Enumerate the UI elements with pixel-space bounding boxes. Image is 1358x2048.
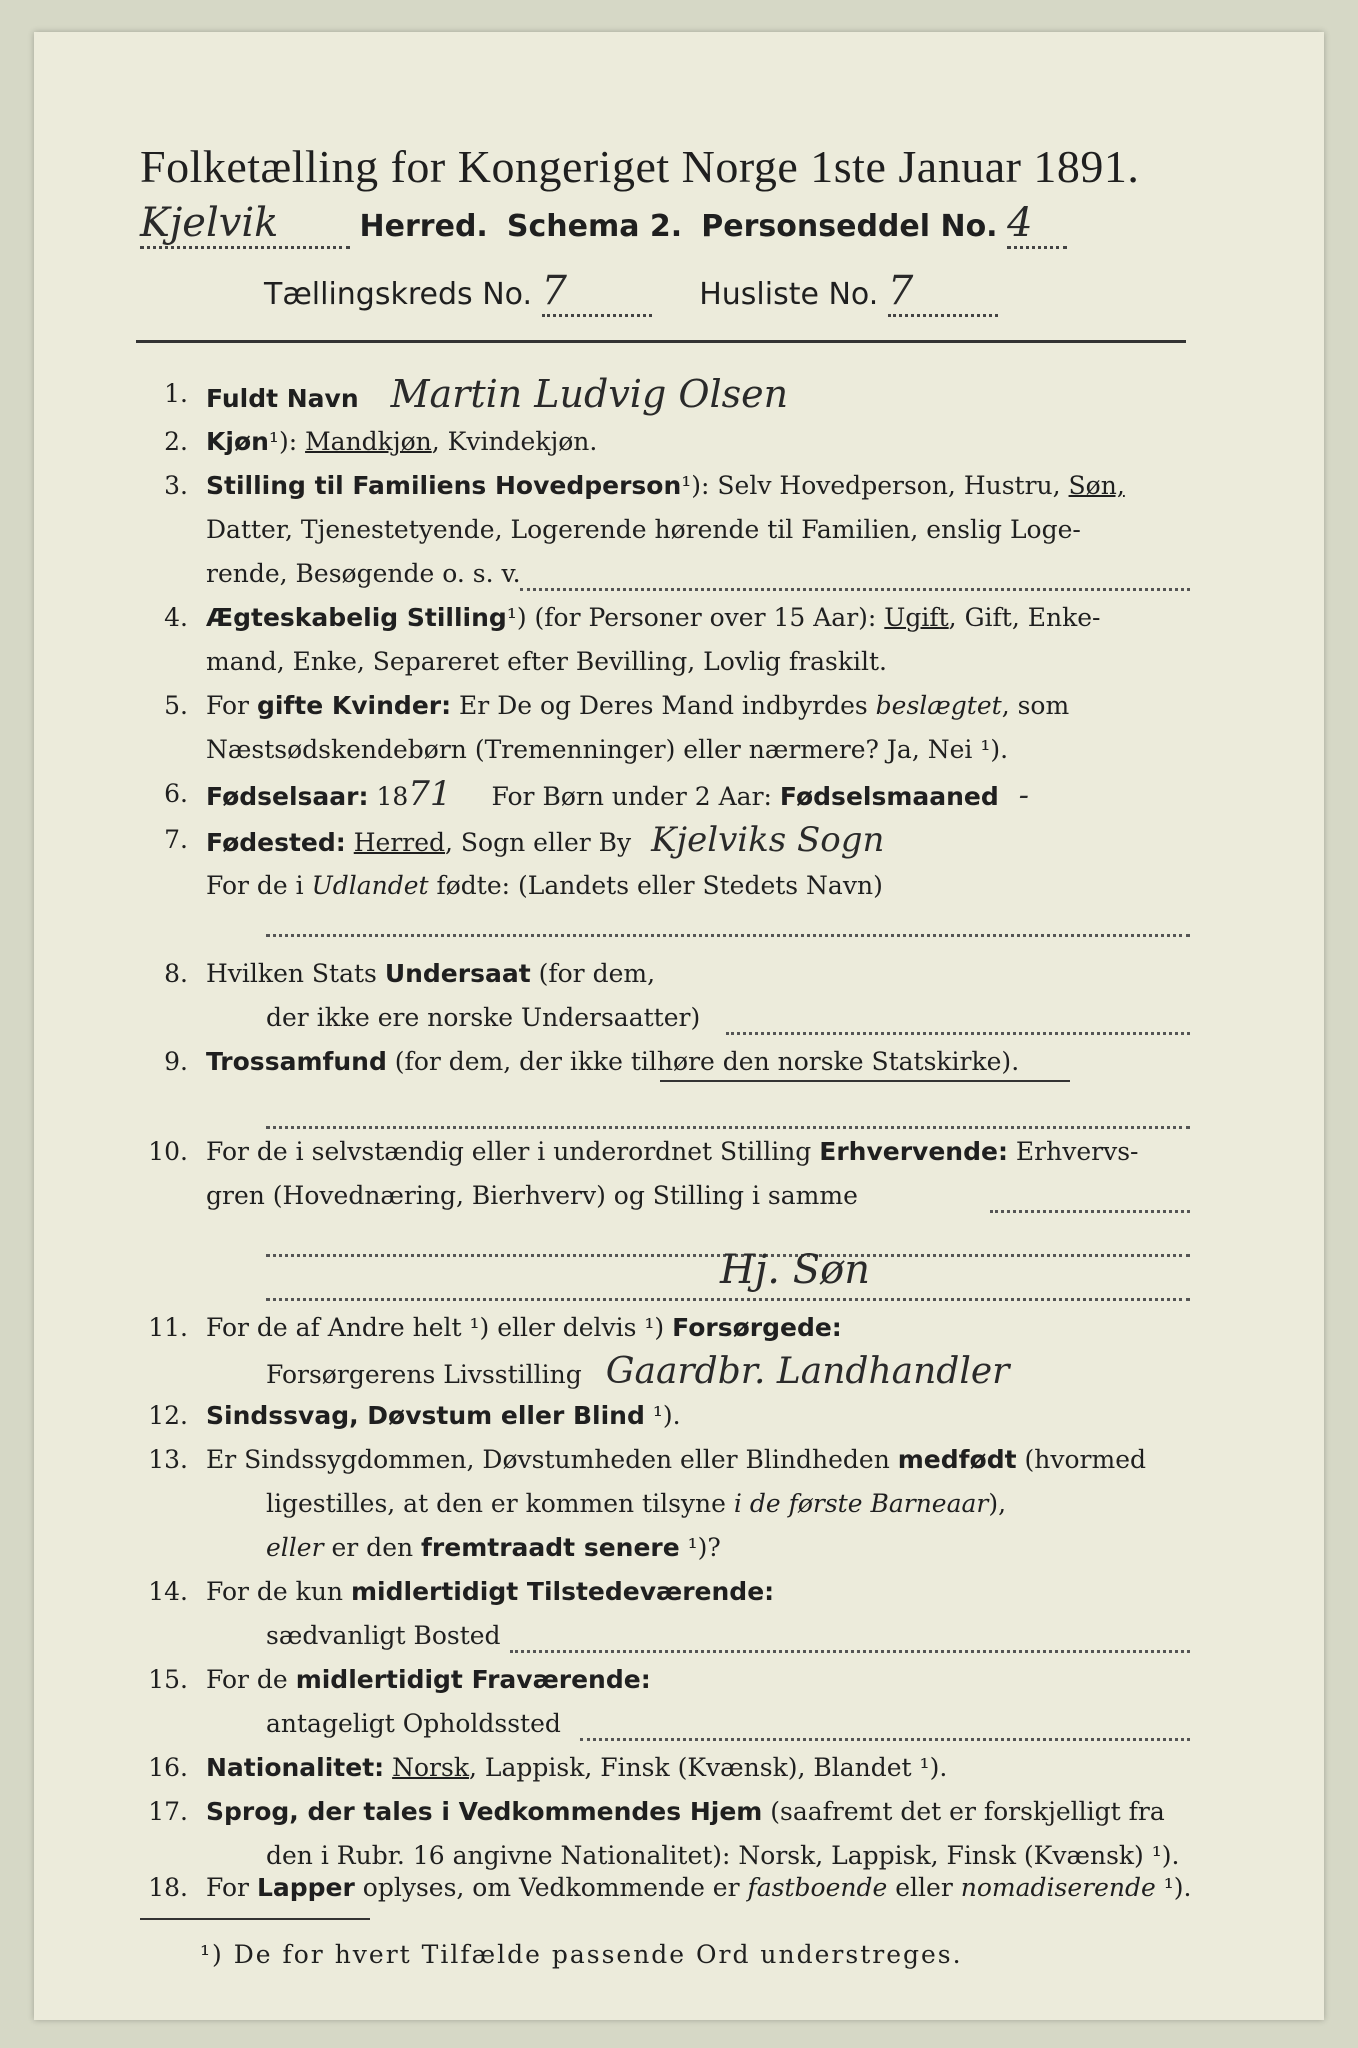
sex-selected: Mandkjøn <box>305 427 432 456</box>
item-number: 3. <box>164 471 188 500</box>
herred-row <box>140 200 1067 249</box>
herred-label: Herred. <box>359 209 488 244</box>
item-number: 5. <box>164 691 188 720</box>
item-11: 11. For de af Andre helt ¹) eller delvis ¹) Forsørgede: Forsørgerens Livsstilling Gaardbr. Landhandler <box>140 1306 1190 1394</box>
birth-month-value: - <box>1018 778 1029 813</box>
item-8: 8. Hvilken Stats Undersaat (for dem, der ikke ere norske Undersaatter) <box>140 952 1190 1040</box>
full-name-value: Martin Ludvig Olsen <box>390 372 789 416</box>
personseddel-value: 4 <box>1007 200 1067 249</box>
nationality-selected: Norsk <box>392 1753 469 1782</box>
congenital-label: medfødt <box>897 1445 1017 1474</box>
herred-value: Kjelvik <box>140 200 350 249</box>
item-number: 10. <box>148 1137 188 1166</box>
occupation-label: Erhvervende: <box>819 1137 1008 1166</box>
supported-label: Forsørgede: <box>672 1313 842 1342</box>
item-number: 15. <box>148 1665 188 1694</box>
schema-label: Schema 2. <box>506 209 683 244</box>
religion-fill-line <box>266 1126 1190 1129</box>
form-title: Folketælling for Kongeriget Norge 1ste Januar 1891. <box>140 141 1140 192</box>
item-number: 11. <box>148 1313 188 1342</box>
item-17: 17. Sprog, der tales i Vedkommendes Hjem (saafremt det er forskjelligt fra den i Rubr. 16 angivne Nationalitet): Norsk, Lappisk, Finsk (Kvænsk) ¹). <box>140 1790 1190 1878</box>
birthplace-value: Kjelviks Sogn <box>651 820 885 860</box>
usual-residence-label: sædvanligt Bosted <box>266 1621 501 1650</box>
sex-label: Kjøn <box>206 427 269 456</box>
husliste-label: Husliste No. <box>699 277 879 312</box>
item-5: 5. For gifte Kvinder: Er De og Deres Mand indbyrdes beslægtet, som Næstsødskendebørn (Tremenninger) eller nærmere? Ja, Nei ¹). <box>140 684 1190 772</box>
item-14: 14. For de kun midlertidigt Tilstedeværende: sædvanligt Bosted <box>140 1570 1190 1658</box>
marital-status-label: Ægteskabelig Stilling <box>206 603 507 632</box>
item-10: 10. For de i selvstændig eller i underordnet Stilling Erhvervende: Erhvervs- gren (Hovednæring, Bierhverv) og Stilling i samme Hj. Søn <box>140 1130 1190 1306</box>
birthplace-label: Fødested: <box>206 828 346 857</box>
probable-stay-fill-line <box>580 1738 1190 1741</box>
nationality-label: Nationalitet: <box>206 1753 385 1782</box>
marital-status-selected: Ugift <box>884 603 949 632</box>
appeared-later-label: fremtraadt senere <box>421 1533 680 1562</box>
item-13: 13. Er Sindssygdommen, Døvstumheden eller Blindheden medfødt (hvormed ligestilles, at den er kommen tilsyne i de første Barneaar), eller er den fremtraadt senere ¹)? <box>140 1438 1190 1570</box>
item-number: 1. <box>164 379 188 408</box>
item-number: 16. <box>148 1753 188 1782</box>
item-15: 15. For de midlertidigt Fraværende: antageligt Opholdssted <box>140 1658 1190 1746</box>
occupation-value: Hj. Søn <box>720 1247 870 1293</box>
lapps-label: Lapper <box>256 1873 355 1902</box>
item-number: 14. <box>148 1577 188 1606</box>
religion-underline <box>660 1080 1070 1082</box>
item-3: 3. Stilling til Familiens Hovedperson¹): Selv Hovedperson, Hustru, Søn, Datter, Tjenestetyende, Logerende hørende til Familien, enslig Loge- rende, Besøgende o. s. v. <box>140 464 1190 596</box>
disability-label: Sindssvag, Døvstum eller Blind <box>206 1401 645 1430</box>
item-9: 9. Trossamfund (for dem, der ikke tilhøre den norske Statskirke). <box>140 1040 1190 1130</box>
home-language-label: Sprog, der tales i Vedkommendes Hjem <box>206 1797 763 1826</box>
item-4: 4. Ægteskabelig Stilling¹) (for Personer over 15 Aar): Ugift, Gift, Enke- mand, Enke, Separeret efter Bevilling, Lovlig fraskilt. <box>140 596 1190 684</box>
husliste-value: 7 <box>888 268 998 317</box>
usual-residence-fill-line <box>510 1650 1190 1653</box>
birthplace-selected: Herred <box>353 828 446 857</box>
kreds-value: 7 <box>542 268 652 317</box>
item-number: 7. <box>164 825 188 854</box>
item-number: 8. <box>164 959 188 988</box>
temporarily-absent-label: midlertidigt Fraværende: <box>295 1665 651 1694</box>
provider-occupation-label: Forsørgerens Livsstilling <box>266 1360 582 1389</box>
family-position-label: Stilling til Familiens Hovedperson <box>206 471 682 500</box>
subject-of-state-fill-line <box>726 1032 1190 1035</box>
kreds-row <box>264 268 998 317</box>
birth-year-value: 71 <box>408 774 452 814</box>
family-position-selected: Søn, <box>1068 471 1125 500</box>
probable-stay-label: antageligt Opholdssted <box>266 1709 561 1738</box>
item-number: 2. <box>164 427 188 456</box>
item-number: 4. <box>164 603 188 632</box>
header-divider <box>136 340 1186 343</box>
religious-community-label: Trossamfund <box>206 1047 387 1076</box>
footnote: ¹) De for hvert Tilfælde passende Ord understreges. <box>200 1940 963 1969</box>
item-number: 9. <box>164 1047 188 1076</box>
item-7: 7. Fødested: Herred, Sogn eller By Kjelviks Sogn For de i Udlandet fødte: (Landets eller Stedets Navn) <box>140 818 1190 958</box>
kreds-label: Tællingskreds No. <box>264 277 532 312</box>
item-number: 6. <box>164 779 188 808</box>
birth-year-label: Fødselsaar: <box>206 782 369 811</box>
subject-of-state-label: Undersaat <box>384 959 531 988</box>
provider-occupation-value: Gaardbr. Landhandler <box>605 1351 1010 1392</box>
item-number: 17. <box>148 1797 188 1826</box>
footnote-divider <box>140 1918 370 1920</box>
item-number: 13. <box>148 1445 188 1474</box>
married-women-label: gifte Kvinder: <box>256 691 452 720</box>
item-1 <box>140 372 1190 422</box>
birth-month-label: Fødselsmaaned <box>779 782 999 811</box>
temporarily-present-label: midlertidigt Tilstedeværende: <box>350 1577 775 1606</box>
item-number: 18. <box>148 1873 188 1902</box>
foreign-birthplace-fill-line <box>266 934 1190 937</box>
full-name-label: Fuldt Navn <box>206 384 359 413</box>
personseddel-label: Personseddel No. <box>701 209 998 244</box>
item-number: 12. <box>148 1401 188 1430</box>
family-position-fill-line <box>520 588 1190 591</box>
